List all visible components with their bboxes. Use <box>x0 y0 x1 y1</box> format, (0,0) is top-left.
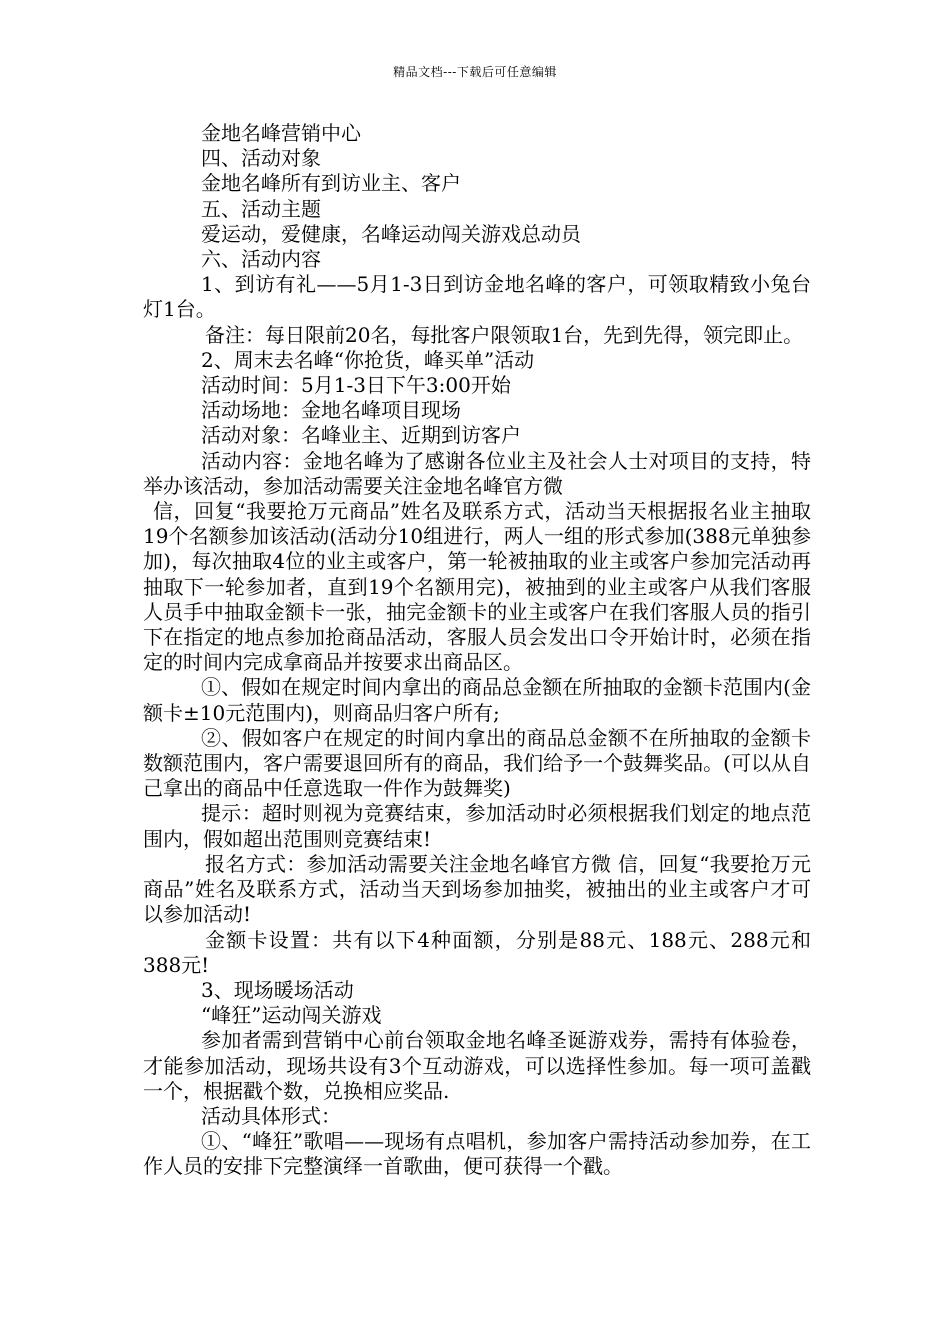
paragraph-activity-time: 活动时间：5月1-3日下午3:00开始 <box>201 373 511 398</box>
heading-activity-theme: 五、活动主题 <box>201 196 321 221</box>
paragraph-activity-audience: 活动对象：名峰业主、近期到访客户 <box>201 423 521 448</box>
paragraph-sales-center: 金地名峰营销中心 <box>201 121 361 145</box>
paragraph-activity-theme: 爱运动，爱健康，名峰运动闯关游戏总动员 <box>201 221 581 246</box>
heading-game-title: “峰狂”运动闯关游戏 <box>201 1003 382 1028</box>
paragraph-activity-details: 活动内容：金地名峰为了感谢各位业主及社会人士对项目的支持，特举办该活动，参加活动需要关注金地名峰官方微 <box>143 448 811 498</box>
paragraph-activity-target: 金地名峰所有到访业主、客户 <box>201 171 461 196</box>
heading-activity-content: 六、活动内容 <box>201 247 321 272</box>
heading-weekend-activity: 2、周末去名峰“你抢货，峰买单”活动 <box>201 347 535 372</box>
paragraph-game-rules: 参加者需到营销中心前台领取金地名峰圣诞游戏券，需持有体验卷，才能参加活动，现场共设有3个互动游戏，可以选择性参加。每一项可盖戳一个，根据戳个数，兑换相应奖品. <box>143 1028 811 1103</box>
paragraph-rule-2: ②、假如客户在规定的时间内拿出的商品总金额不在所抽取的金额卡数额范围内，客户需要退回所有的商品，我们给予一个鼓舞奖品。(可以从自己拿出的商品中任意选取一件作为鼓舞奖) <box>143 725 811 801</box>
paragraph-rule-1: ①、假如在规定时间内拿出的商品总金额在所抽取的金额卡范围内(金额卡±10元范围内)，则商品归客户所有; <box>143 675 811 725</box>
page-header: 精品文档---下载后可任意编辑 <box>393 65 557 79</box>
paragraph-note: 备注：每日限前20名，每批客户限领取1台，先到先得，领完即止。 <box>205 322 804 347</box>
paragraph-activity-rules: 信，回复“我要抢万元商品”姓名及联系方式，活动当天根据报名业主抽取19个名额参加该活动(活动分10组进行，两人一组的形式参加(388元单独参加)，每次抽取4位的业主或客户，第一轮被抽取的业主或客户参加完活动再抽取下一轮参加者，直到19个名额用完)，被抽到的业主或客户从我们客服人员手中抽取金额卡一张，抽完金额卡的业主或客户在我们客服人员的指引下在指定的地点参加抢商品活动，客服人员会发出口令开始计时，必须在指定的时间内完成拿商品并按要求出商品区。 <box>143 499 811 675</box>
paragraph-registration: 报名方式：参加活动需要关注金地名峰官方微 信，回复“我要抢万元商品”姓名及联系方式，活动当天到场参加抽奖，被抽出的业主或客户才可以参加活动! <box>143 851 811 927</box>
document-body <box>143 121 811 1180</box>
paragraph-tip: 提示：超时则视为竞赛结束，参加活动时必须根据我们划定的地点范围内，假如超出范围则竞赛结束! <box>143 801 811 851</box>
paragraph-card-settings: 金额卡设置：共有以下4种面额，分别是88元、188元、288元和388元! <box>143 927 811 977</box>
heading-activity-target: 四、活动对象 <box>201 146 321 171</box>
paragraph-singing-game: ①、“峰狂”歌唱——现场有点唱机，参加客户需持活动参加券，在工作人员的安排下完整演绎一首歌曲，便可获得一个戳。 <box>143 1129 811 1179</box>
heading-warmup-activity: 3、现场暖场活动 <box>201 977 354 1002</box>
heading-activity-forms: 活动具体形式： <box>201 1103 341 1128</box>
paragraph-activity-venue: 活动场地：金地名峰项目现场 <box>201 398 461 423</box>
paragraph-visit-gift: 1、到访有礼——5月1-3日到访金地名峰的客户，可领取精致小兔台灯1台。 <box>143 272 811 322</box>
